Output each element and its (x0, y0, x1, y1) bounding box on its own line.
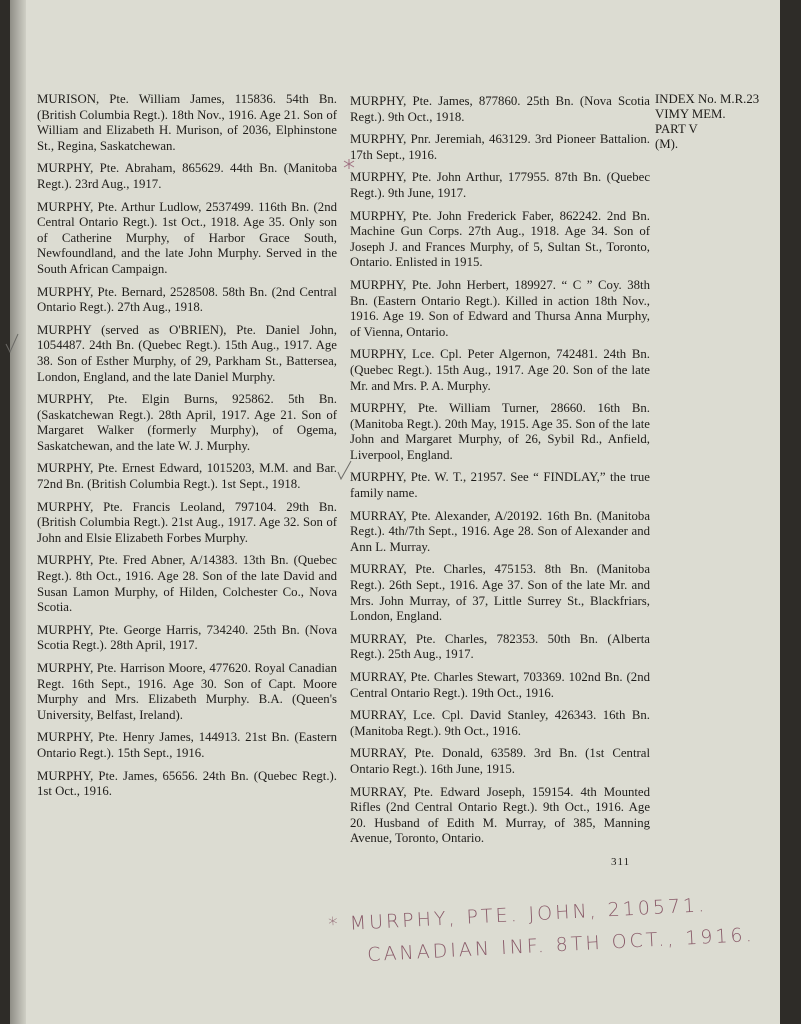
column-middle (350, 94, 650, 854)
entry: MURPHY, Pte. James, 877860. 25th Bn. (Nova Scotia Regt.). 9th Oct., 1918. (350, 94, 650, 124)
entry: MURPHY, Pte. John Frederick Faber, 862242. 2nd Bn. Machine Gun Corps. 27th Aug., 1918. Age 34. Son of Joseph J. and Frances Murphy, of 5, Sultan St., Toronto, Ontario. Enlisted in 1915. (350, 208, 650, 270)
entry: MURPHY, Pte. Abraham, 865629. 44th Bn. (Manitoba Regt.). 23rd Aug., 1917. (37, 161, 337, 191)
entry: MURPHY, Pte. Bernard, 2528508. 58th Bn. (2nd Central Ontario Regt.). 27th Aug., 1918. (37, 284, 337, 315)
index-number: INDEX No. M.R.23 (655, 92, 760, 106)
handwritten-note-line2: CANADIAN INF. 8TH OCT., 1916. (366, 923, 756, 967)
handwritten-note-line1: * MURPHY, PTE. JOHN, 210571. (327, 894, 708, 936)
entry: MURRAY, Pte. Edward Joseph, 159154. 4th Mounted Rifles (2nd Central Ontario Regt.). 9th Oct., 1916. Age 20. Husband of Edith M. Murray, of 385, Manning Avenue, Toronto, Ontario. (350, 784, 650, 846)
entry: MURRAY, Pte. Charles Stewart, 703369. 102nd Bn. (2nd Central Ontario Regt.). 19th Oct., 1916. (350, 670, 650, 700)
page-number: 311 (611, 856, 631, 868)
entry: MURPHY, Pte. Francis Leoland, 797104. 29th Bn. (British Columbia Regt.). 21st Aug., 1917. Age 32. Son of John and Elsie Elizabeth Forbes Murphy. (37, 499, 337, 545)
asterisk-mark (341, 155, 357, 177)
entry: MURRAY, Pte. Alexander, A/20192. 16th Bn. (Manitoba Regt.). 4th/7th Sept., 1916. Age 28. Son of Alexander and Ann L. Murray. (350, 508, 650, 554)
entry: MURPHY, Pte. Ernest Edward, 1015203, M.M. and Bar. 72nd Bn. (British Columbia Regt.). 1st Sept., 1918. (37, 461, 337, 492)
entry: MURPHY, Pte. Arthur Ludlow, 2537499. 116th Bn. (2nd Central Ontario Regt.). 1st Oct., 1918. Age 35. Only son of Catherine Murphy, of Harbor Grace South, Newfoundland, and the late John Murphy. Served in the South African Campaign. (37, 199, 337, 276)
entry: MURPHY, Lce. Cpl. Peter Algernon, 742481. 24th Bn. (Quebec Regt.). 15th Aug., 1917. Age 20. Son of the late Mr. and Mrs. P. A. Murphy. (350, 347, 650, 393)
entry: MURRAY, Pte. Donald, 63589. 3rd Bn. (1st Central Ontario Regt.). 16th June, 1915. (350, 746, 650, 776)
entry: MURPHY, Pte. Elgin Burns, 925862. 5th Bn. (Saskatchewan Regt.). 28th April, 1917. Age 21. Son of Margaret Walker (formerly Murphy), of Ogema, Saskatchewan, and the late W. J. Murphy. (37, 392, 337, 453)
memorial-name: VIMY MEM. (655, 107, 726, 121)
letter-label: (M). (655, 137, 679, 151)
entry: MURPHY, Pte. George Harris, 734240. 25th Bn. (Nova Scotia Regt.). 28th April, 1917. (37, 622, 337, 653)
column-left (37, 92, 337, 807)
pencil-tick-mark (4, 332, 20, 354)
scan-edge (780, 0, 801, 1024)
entry: MURPHY, Pte. Fred Abner, A/14383. 13th Bn. (Quebec Regt.). 8th Oct., 1916. Age 28. Son of the late David and Susan Lamon Murphy, of Hilden, Colchester Co., Nova Scotia. (37, 553, 337, 615)
index-header (655, 92, 780, 152)
entry: MURRAY, Lce. Cpl. David Stanley, 426343. 16th Bn. (Manitoba Regt.). 9th Oct., 1916. (350, 708, 650, 738)
entry: MURPHY, Pte. James, 65656. 24th Bn. (Quebec Regt.). 1st Oct., 1916. (37, 768, 337, 799)
part-label: PART V (655, 122, 698, 136)
binding-gutter (10, 0, 26, 1024)
entry: MURPHY, Pte. William Turner, 28660. 16th Bn. (Manitoba Regt.). 20th May, 1915. Age 35. Son of the late John and Margaret Murphy, of 26, Sybil Rd., Anfield, Liverpool, England. (350, 401, 650, 462)
entry: MURRAY, Pte. Charles, 475153. 8th Bn. (Manitoba Regt.). 26th Sept., 1916. Age 37. Son of the late Mr. and Mrs. John Murray, of 37, Little Surrey St., Blackfriars, London, England. (350, 562, 650, 624)
entry: MURISON, Pte. William James, 115836. 54th Bn. (British Columbia Regt.). 18th Nov., 1916. Age 21. Son of William and Elizabeth H. Murison, of 2036, Elphinstone St., Regina, Saskatchewan. (37, 92, 337, 153)
entry: MURPHY, Pnr. Jeremiah, 463129. 3rd Pioneer Battalion. 17th Sept., 1916. (350, 132, 650, 162)
entry: MURRAY, Pte. Charles, 782353. 50th Bn. (Alberta Regt.). 25th Aug., 1917. (350, 631, 650, 662)
entry: MURPHY, Pte. Henry James, 144913. 21st Bn. (Eastern Ontario Regt.). 15th Sept., 1916. (37, 730, 337, 760)
register-page (10, 0, 780, 1024)
entry: MURPHY, Pte. W. T., 21957. See “ FINDLAY,” the true family name. (350, 470, 650, 501)
entry: MURPHY (served as O'BRIEN), Pte. Daniel John, 1054487. 24th Bn. (Quebec Regt.). 15th Aug., 1917. Age 38. Son of Esther Murphy, of 29, Parkham St., Battersea, London, England, and the late Daniel Murphy. (37, 322, 337, 384)
pencil-tick-mark (336, 458, 352, 480)
entry: MURPHY, Pte. John Arthur, 177955. 87th Bn. (Quebec Regt.). 9th June, 1917. (350, 170, 650, 200)
entry: MURPHY, Pte. Harrison Moore, 477620. Royal Canadian Regt. 16th Sept., 1916. Age 30. Son of Capt. Moore Murphy and Mrs. Elizabeth Murphy. B.A. (Queen's University, Belfast, Ireland). (37, 661, 337, 722)
entry: MURPHY, Pte. John Herbert, 189927. “ C ” Coy. 38th Bn. (Eastern Ontario Regt.). Killed in action 18th Nov., 1916. Age 19. Son of Edward and Thursa Anna Murphy, of Vienna, Ontario. (350, 277, 650, 339)
